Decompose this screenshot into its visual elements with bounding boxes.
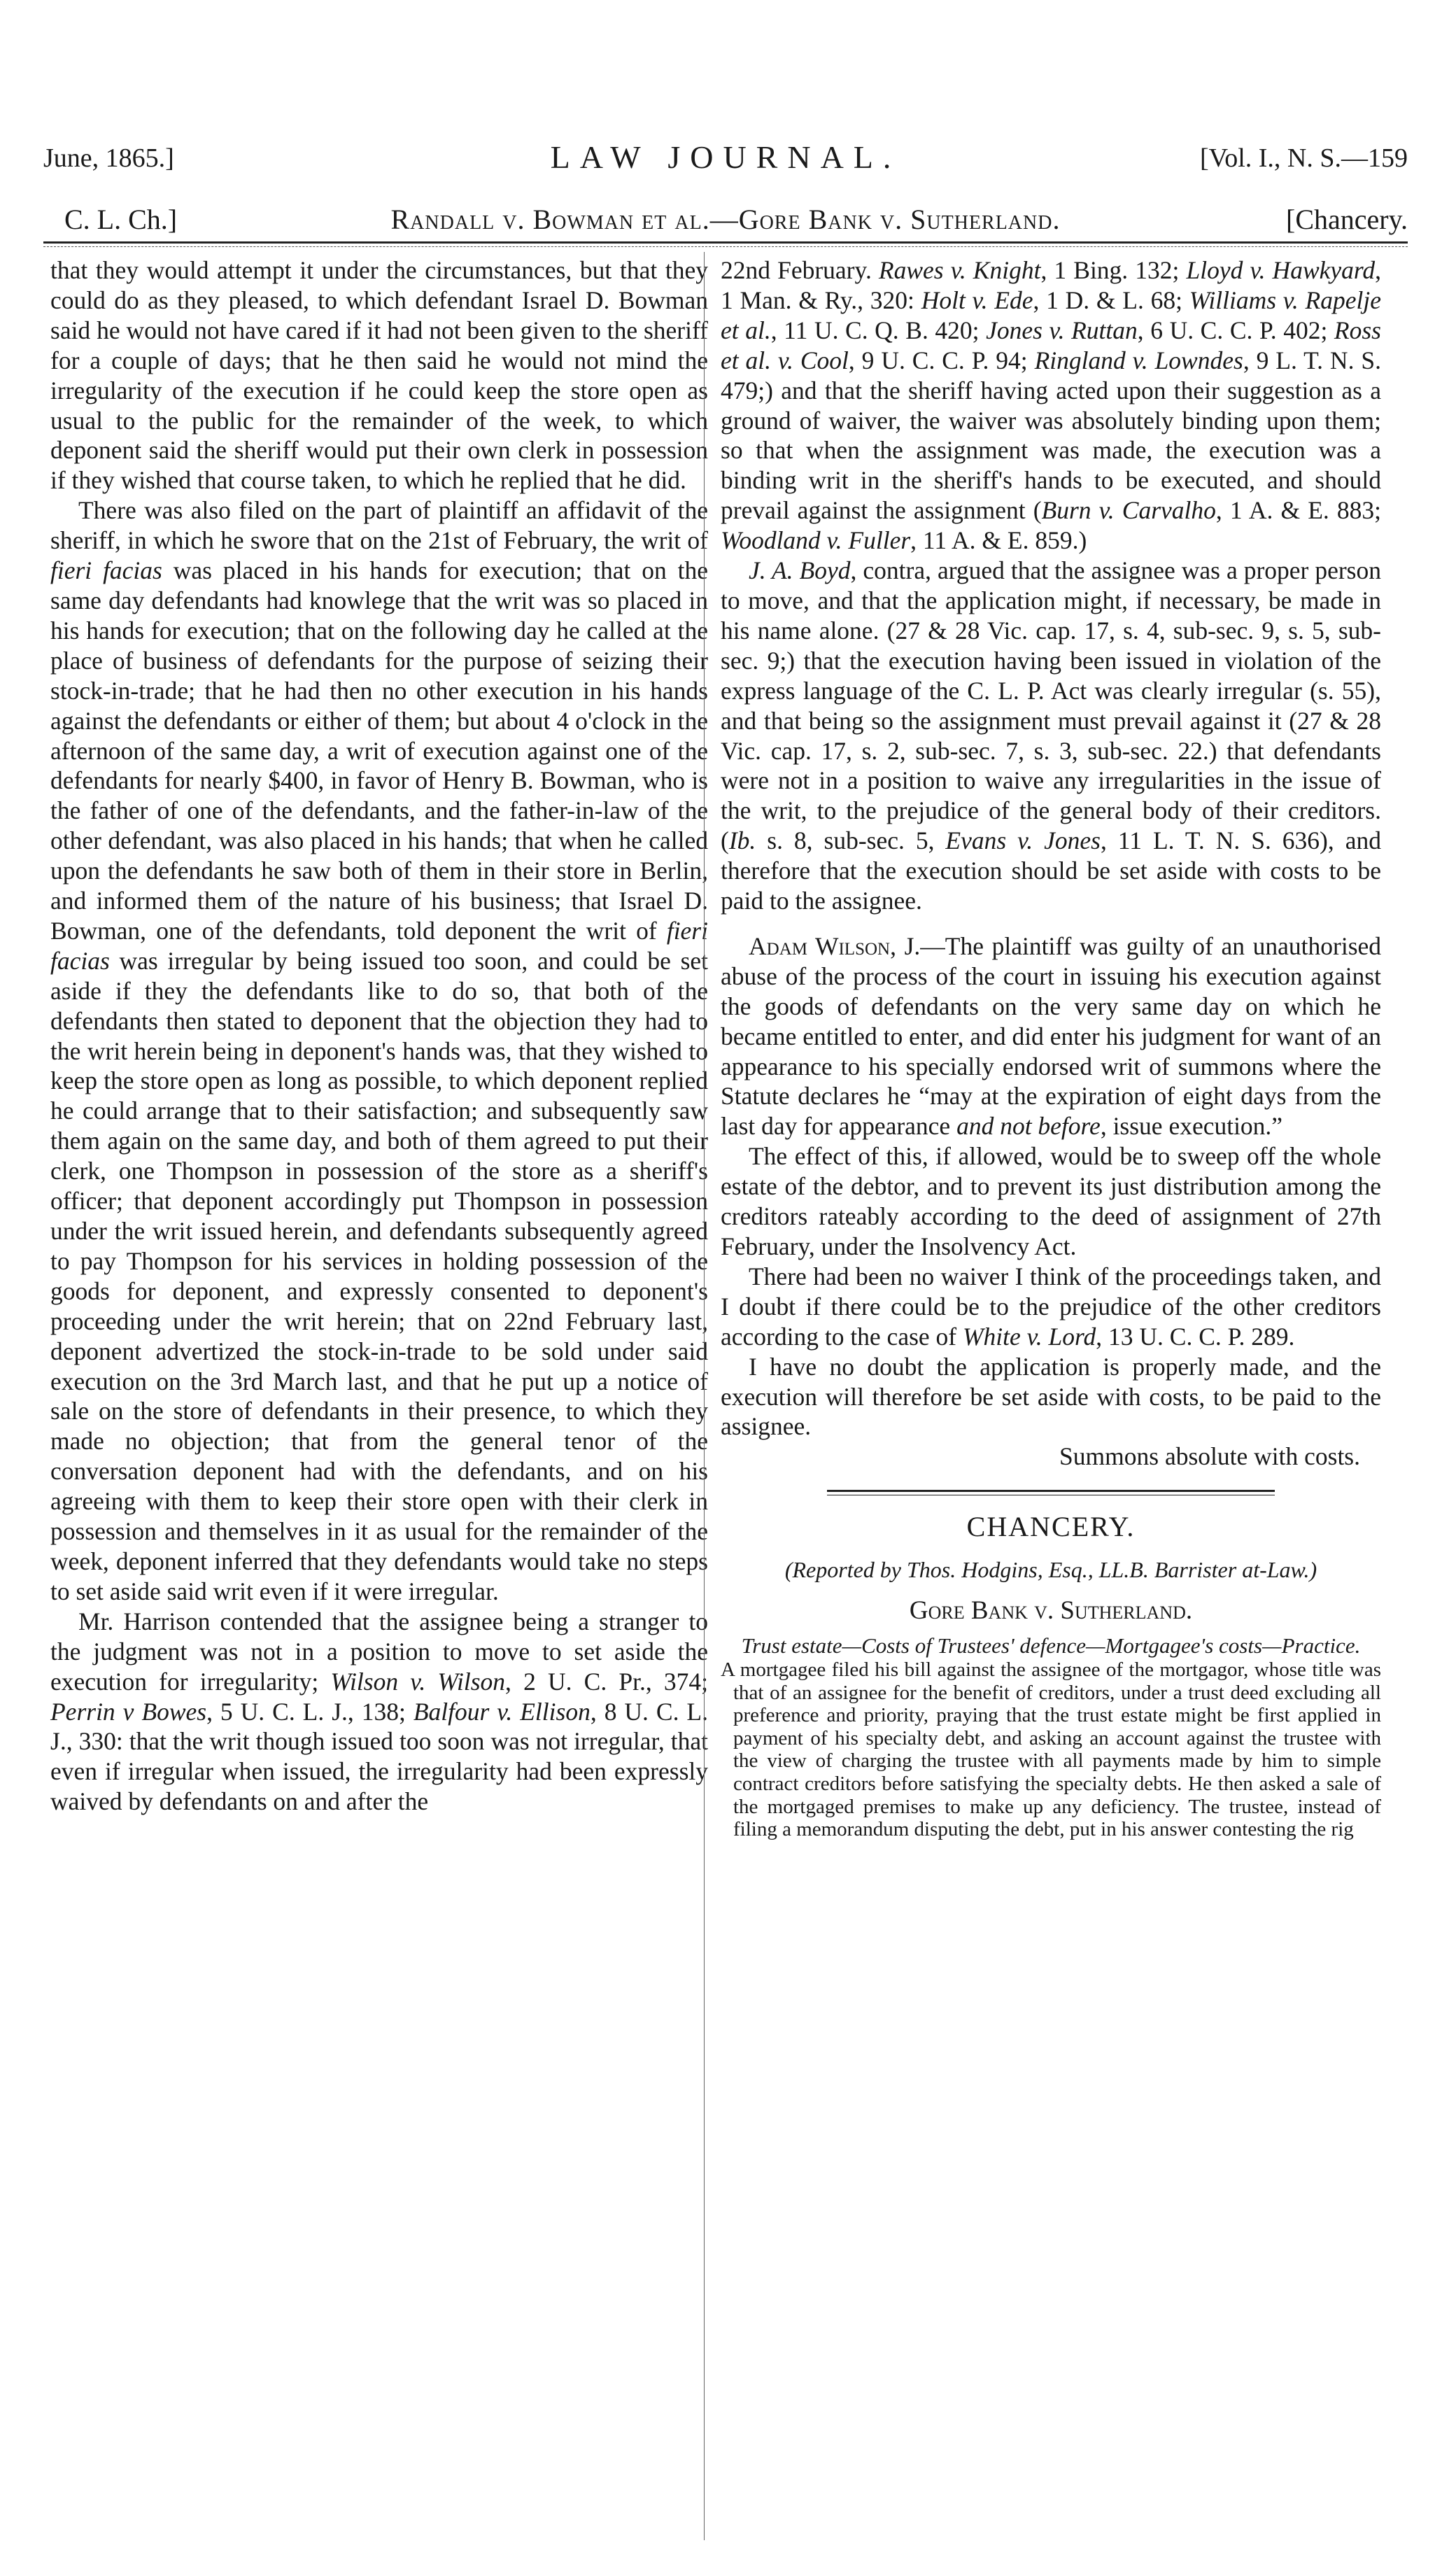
headnote-title: Trust estate—Costs of Trustees' defence—Mortgagee's costs—Practice. (741, 1633, 1361, 1658)
case-header (43, 203, 1408, 245)
paragraph: Adam Wilson, J.—The plaintiff was guilty of an unauthorised abuse of the process of the court in issuing his execution against the goods of defendants on the very same day on which he became entitled to enter, and did enter his judgment for want of an appearance to his specially endorsed writ of summons where the Statute declares he “may at the expiration of eight days from the last day for appearance and not before, issue execution.” (721, 931, 1382, 1141)
case-names: Randall v. Bowman et al.—Gore Bank v. Sutherland. (390, 204, 1061, 235)
paragraph: that they would attempt it under the circumstances, but that they could do as they pleased, to which defendant Israel D. Bowman said he would not have cared if it had not been given to the sheriff for a couple of days; that he then said he would not mind the irregularity of the execution if he could keep the store open as usual to the public for the remainder of the week, to which deponent said the sheriff would put their own clerk in possession if they wished that course taken, to which he replied that he did. (50, 256, 708, 495)
headnote: A mortgagee filed his bill against the assignee of the mortgagor, whose title was that of an assignee for the benefit of creditors, under a trust deed excluding all preference and priority, praying that the trust estate might be first applied in payment of his specialty debt, and asking an account against the trustee with the view of charging the trustee with all payments made by him to simple contract creditors before satisfying the specialty debts. He then asked a sale of the mortgaged premises to make up any deficiency. The trustee, instead of filing a memorandum disputing the debt, put in his answer contesting the rig (721, 1658, 1381, 1841)
volume-page: [Vol. I., N. S.—159 (1200, 143, 1408, 173)
section-heading: CHANCERY. (966, 1511, 1136, 1543)
left-column (50, 255, 708, 1817)
case-title: Gore Bank v. Sutherland. (909, 1596, 1193, 1626)
issue-date: June, 1865.] (43, 143, 174, 173)
paragraph: Mr. Harrison contended that the assignee being a stranger to the judgment was not in a position to move to set aside the execution for irregularity; Wilson v. Wilson, 2 U. C. Pr., 374; Perrin v Bowes, 5 U. C. L. J., 138; Balfour v. Ellison, 8 U. C. L. J., 330: that the writ though issued too soon was not irregular, that even if irregular when issued, the irregularity had been expressly waived by defendants on and after the (50, 1607, 708, 1816)
paragraph: There had been no waiver I think of the proceedings taken, and I doubt if there could be to the prejudice of the other creditors according to the case of White v. Lord, 13 U. C. C. P. 289. (721, 1262, 1381, 1351)
paragraph: 22nd February. Rawes v. Knight, 1 Bing. 132; Lloyd v. Hawkyard, 1 Man. & Ry., 320: Holt v. Ede, 1 D. & L. 68; Williams v. Rapelje et al., 11 U. C. Q. B. 420; Jones v. Ruttan, 6 U. C. C. P. 402; Ross et al. v. Cool, 9 U. C. C. P. 94; Ringland v. Lowndes, 9 L. T. N. S. 479;) and that the sheriff having acted upon their suggestion as a ground of waiver, the waiver was absolutely binding upon them; so that when the assignment was made, the execution was a binding writ in the sheriff's hands to be executed, and should prevail against the assignment (Burn v. Carvalho, 1 A. & E. 883; Woodland v. Fuller, 11 A. & E. 859.) (721, 256, 1382, 555)
paragraph: There was also filed on the part of plaintiff an affidavit of the sheriff, in which he swore that on the 21st of February, the writ of fieri facias was placed in his hands for execution; that on the same day defendants had knowlege that the writ was so placed in his hands for execution; that on the following day he called at the place of business of defendants for the purpose of seizing their stock-in-trade; that he had then no other execution in his hands against the defendants or either of them; but about 4 o'clock in the afternoon of the same day, a writ of execution against one of the defendants for nearly $400, in favor of Henry B. Bowman, who is the father of one of the defendants, and the father-in-law of the other defendant, was also placed in his hands; that when he called upon the defendants he saw both of them in their store in Berlin, and informed them of the nature of his business; that Israel D. Bowman, one of the defendants, told deponent the writ of fieri facias was irregular by being issued too soon, and could be set aside if they the defendants like to do so, that both of the defendants then stated to deponent that the objection they had to the writ herein being in deponent's hands was, that they wished to keep the store open as long as possible, to which deponent replied he could arrange that to their satisfaction; and subsequently saw them again on the same day, and both of them agreed to put their clerk, one Thompson in possession of the store as a sheriff's officer; that deponent accordingly put Thompson in possession under the writ issued herein, and defendants subsequently agreed to pay Thompson for his services in holding possession of the goods for deponent, and expressly consented to deponent's proceeding under the writ herein; that on 22nd February last, deponent advertized the stock-in-trade to be sold under said execution on the 3rd March last, and that he put up a notice of sale on the store of defendants in their presence, to which they made no objection; that from the general tenor of the conversation deponent had with the defendants, and on his agreeing with them to keep their store open with their clerk in possession and themselves in it as usual for the remainder of the week, deponent inferred that they defendants would take no steps to set aside said writ even if it were irregular. (50, 496, 708, 1605)
header-rule (43, 241, 1408, 244)
section-rule (827, 1490, 1275, 1492)
running-header (43, 139, 1408, 181)
order-line: Summons absolute with costs. (1059, 1442, 1360, 1471)
court-left: C. L. Ch.] (64, 204, 178, 235)
journal-title: LAW JOURNAL. (550, 139, 901, 175)
paragraph: The effect of this, if allowed, would be to sweep off the whole estate of the debtor, and to prevent its just distribution among the creditors rateably according to the deed of assignment of 27th February, under the Insolvency Act. (721, 1142, 1381, 1260)
header-rule-dashed (43, 246, 1408, 247)
paragraph: J. A. Boyd, contra, argued that the assignee was a proper person to move, and that the application might, if necessary, be made in his name alone. (27 & 28 Vic. cap. 17, s. 4, sub-sec. 9, s. 5, sub-sec. 9;) that the execution having been issued in violation of the express language of the C. L. P. Act was clearly irregular (s. 55), and that being so the assignment must prevail against it (27 & 28 Vic. cap. 17, s. 2, sub-sec. 7, s. 3, sub-sec. 22.) that defendants were not in a position to waive any irregularities in the issue of the writ, to the prejudice of the general body of their creditors. (Ib. s. 8, sub-sec. 5, Evans v. Jones, 11 L. T. N. S. 636), and therefore that the execution should be set aside with costs to be paid to the assignee. (721, 556, 1381, 915)
column-divider (704, 252, 705, 2540)
right-column (721, 255, 1381, 1841)
paragraph: I have no doubt the application is properly made, and the execution will therefore be set aside with costs, to be paid to the assignee. (721, 1352, 1381, 1441)
court-right: [Chancery. (1286, 204, 1408, 235)
reporter-line: (Reported by Thos. Hodgins, Esq., LL.B. Barrister at-Law.) (784, 1557, 1317, 1583)
